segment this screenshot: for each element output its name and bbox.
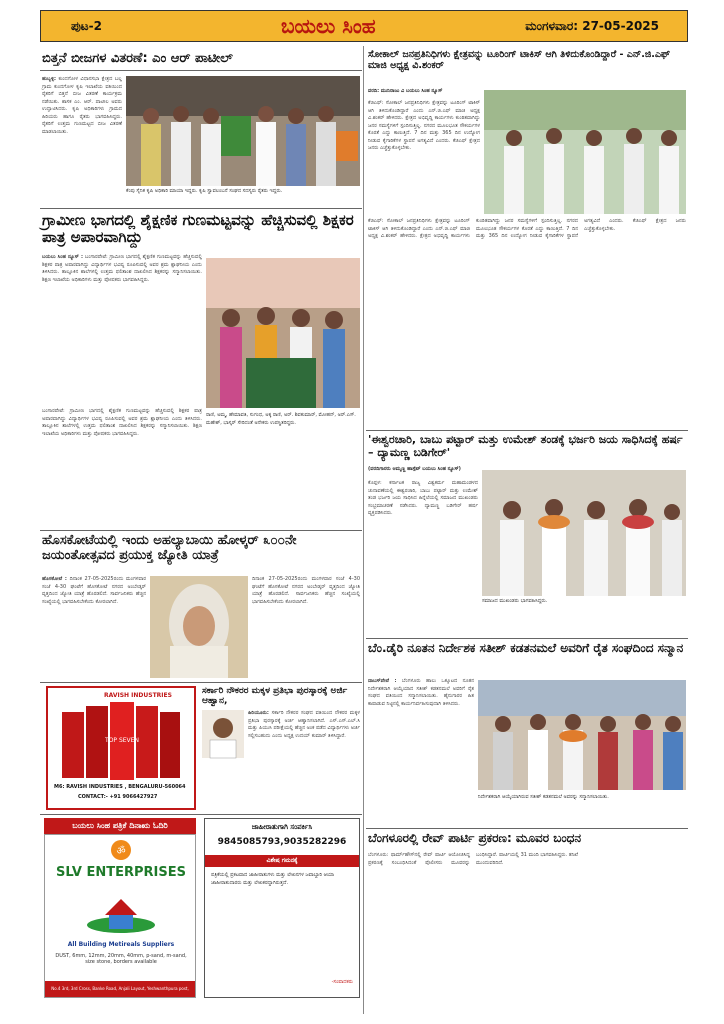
article-body-ngf (368, 100, 480, 216)
article-byline: (ವರದಿಗಾರರು ಅಮ್ಮಣ್ಣ ಹಾಸ್ಪೆಟ್ ಬಯಲು ಸಿಂಹ ನ್ಯೂಸ್) (368, 466, 461, 472)
newspaper-title: ಬಯಲು ಸಿಂಹ (281, 14, 376, 38)
article-text: ಕೊಪ್ಪಳ: ಕರ್ನಾಟಕ ರಾಜ್ಯ ವಿಶ್ವಕರ್ಮ ಮಹಾಮಂಡಳದ ಚುನಾವಣೆಯಲ್ಲಿ ಈಶ್ವರಚಾರಿ, ಬಾಬು ಪಟ್ಟಾರ್ ಮತ್ತು ಉಮೇಶ್ ತಂಡ ಭರ್ಜರಿ ಜಯ ಸಾಧಿಸಿದ ಹಿನ್ನೆಲೆಯಲ್ಲಿ ಸಮಾಜದ ಮುಖಂಡರು ಸಂಭ್ರಮಾಚರಣೆ ನಡೆಸಿದರು. ದ್ಯಾಮಣ್ಣ ಬಡಿಗೇರ್ ಹರ್ಷ ವ್ಯಕ್ತಪಡಿಸಿದರು. (368, 480, 478, 516)
right-column (366, 46, 688, 1014)
ad-contact-title: ಜಾಹೀರಾತುಗಾಗಿ ಸಂಪರ್ಕಿಸಿ (251, 823, 313, 831)
article-text: ದಿನಾಂಕ 27-05-2025ರಂದು ಮಂಗಳವಾರ ಸಂಜೆ 4-30 ಘಂಟೆಗೆ ಹೊಸಕೋಟೆ ನಗರದ ಅಂಬೇಡ್ಕರ್ ವೃತ್ತದಿಂದ ಜ್ಯೋತಿ ಯಾತ್ರೆ ಹೊರಡಲಿದೆ. ಸಾರ್ವಜನಿಕರು ಹೆಚ್ಚಿನ ಸಂಖ್ಯೆಯಲ್ಲಿ ಭಾಗವಹಿಸಬೇಕೆಂದು ಕೋರಲಾಗಿದೆ. (252, 576, 360, 605)
building-icon (85, 885, 157, 935)
svg-text:ॐ: ॐ (116, 846, 126, 857)
ad-product-name: TOP SEVEN (105, 737, 139, 744)
page-number: ಪುಟ-2 (71, 19, 102, 33)
ad-slv-footer: No.4 3rd, 3rd Cross, Banke Road, Anjali Layout, Yeshwanthpura post, Bengaluru-22 (45, 981, 195, 997)
ad-contact-phones: 9845085793,9035282296 (217, 837, 347, 847)
column-divider (363, 46, 364, 1014)
article-text: ದಿನಾಂಕ 27-05-2025ರಂದು ಮಂಗಳವಾರ ಸಂಜೆ 4-30 ಘಂಟೆಗೆ ಹೊಸಕೋಟೆ ನಗರದ ಅಂಬೇಡ್ಕರ್ ವೃತ್ತದಿಂದ ಜ್ಯೋತಿ ಯಾತ್ರೆ ಹೊರಡಲಿದೆ. ಸಾರ್ವಜನಿಕರು ಹೆಚ್ಚಿನ ಸಂಖ್ಯೆಯಲ್ಲಿ ಭಾಗವಹಿಸಬೇಕೆಂದು ಕೋರಲಾಗಿದೆ. (42, 576, 147, 605)
article-headline-vishwakarma: 'ಈಶ್ವರಚಾರಿ, ಬಾಬು ಪಟ್ಟಾರ್ ಮತ್ತು ಉಮೇಶ್ ತಂಡಕ್ಕೆ ಭರ್ಜರಿ ಜಯ ಸಾಧಿಸಿದಕ್ಕೆ ಹರ್ಷ – ದ್ಯಾಮಣ್ಣ ಬಡಿಗೇರ್' (368, 433, 683, 459)
ad-slv-tagline: All Building Metireals Suppliers (67, 941, 175, 948)
ad-contact-box (204, 818, 360, 998)
newspaper-page (40, 10, 688, 1014)
article-text: ಕೆಜಿಎಫ್: ಸೋಕಾಲ್ ಜನಪ್ರತಿನಿಧಿಗಳು ಕ್ಷೇತ್ರವನ್ನು ಟೂರಿಂಗ್ ಟಾಕಿಸ್ ಆಗಿ ತಿಳಿದುಕೊಂಡಿದ್ದಾರೆ ಎಂದು ಎನ್.ಜಿ.ಎಫ್ ಮಾಜಿ ಅಧ್ಯಕ್ಷ ವಿ.ಶಂಕರ್ ಹೇಳಿದರು. ಕ್ಷೇತ್ರದ ಅಭಿವೃದ್ಧಿ ಕಾರ್ಯಗಳು ಕುಂಠಿತವಾಗಿದ್ದು ಜನರ ಸಮಸ್ಯೆಗಳಿಗೆ ಸ್ಪಂದಿಸುತ್ತಿಲ್ಲ. ನಗರದ ಮೂಲಭೂತ ಸೌಕರ್ಯಗಳ ಕೊರತೆ ಎದ್ದು ಕಾಣುತ್ತಿದೆ. 7 ದಿನ ಮತ್ತು 365 ದಿನ ಉದ್ಯೋಗ ನೀಡುವ ಕೈಗಾರಿಕೆಗಳ ಸ್ಥಾಪನೆ ಅಗತ್ಯವಿದೆ ಎಂದರು. ಕೆಜಿಎಫ್ ಕ್ಷೇತ್ರದ ಜನರು ಎಚ್ಚೆತ್ತುಕೊಳ್ಳಬೇಕು. (368, 218, 686, 239)
notice-signature: -ಸಂಪಾದಕರು (331, 979, 353, 985)
ad-slv-body (44, 834, 196, 1007)
divider (40, 208, 362, 209)
article-body-rave-party (368, 852, 686, 1012)
article-body-education (42, 254, 202, 404)
ad-slv-items: DUST, 6mm, 12mm, 20mm, 40mm, p-sand, m-sand, size stone, borders available (55, 953, 187, 965)
article-headline-education: ಗ್ರಾಮೀಣ ಭಾಗದಲ್ಲಿ ಶೈಕ್ಷಣಿಕ ಗುಣಮಟ್ಟವನ್ನು ಹೆಚ್ಚಿಸುವಲ್ಲಿ ಶಿಕ್ಷಕರ ಪಾತ್ರ ಅಪಾರವಾಗಿದ್ದು (42, 211, 354, 247)
ad-ravish-industries (46, 686, 196, 810)
article-text: ಬೆಂಗಳೂರು: ಫಾರ್ಮ್‌ಹೌಸ್‌ನಲ್ಲಿ ರೇವ್ ಪಾರ್ಟಿ ಆಯೋಜಿಸಿದ್ದ ಪ್ರಕರಣಕ್ಕೆ ಸಂಬಂಧಿಸಿದಂತೆ ಪೊಲೀಸರು ಮೂವರನ್ನು ಬಂಧಿಸಿದ್ದಾರೆ. ಪಾರ್ಟಿಯಲ್ಲಿ 31 ಮಂದಿ ಭಾಗವಹಿಸಿದ್ದರು. ತನಿಖೆ ಮುಂದುವರಿದಿದೆ. (368, 852, 578, 866)
article-text: ಕೆಜಿಎಫ್: ಸೋಕಾಲ್ ಜನಪ್ರತಿನಿಧಿಗಳು ಕ್ಷೇತ್ರವನ್ನು ಟೂರಿಂಗ್ ಟಾಕಿಸ್ ಆಗಿ ತಿಳಿದುಕೊಂಡಿದ್ದಾರೆ ಎಂದು ಎನ್.ಜಿ.ಎಫ್ ಮಾಜಿ ಅಧ್ಯಕ್ಷ ವಿ.ಶಂಕರ್ ಹೇಳಿದರು. ಕ್ಷೇತ್ರದ ಅಭಿವೃದ್ಧಿ ಕಾರ್ಯಗಳು ಕುಂಠಿತವಾಗಿದ್ದು ಜನರ ಸಮಸ್ಯೆಗಳಿಗೆ ಸ್ಪಂದಿಸುತ್ತಿಲ್ಲ. ನಗರದ ಮೂಲಭೂತ ಸೌಕರ್ಯಗಳ ಕೊರತೆ ಎದ್ದು ಕಾಣುತ್ತಿದೆ. 7 ದಿನ ಮತ್ತು 365 ದಿನ ಉದ್ಯೋಗ ನೀಡುವ ಕೈಗಾರಿಕೆಗಳ ಸ್ಥಾಪನೆ ಅಗತ್ಯವಿದೆ ಎಂದರು. ಕೆಜಿಎಫ್ ಕ್ಷೇತ್ರದ ಜನರು ಎಚ್ಚೆತ್ತುಕೊಳ್ಳಬೇಕು. (368, 100, 480, 151)
ad-product-packs (58, 702, 184, 780)
article-byline: ಹುಬ್ಬಳ್ಳಿ: (42, 76, 57, 82)
article-body-education-cont (42, 408, 202, 528)
ad-brand: RAVISH INDUSTRIES (104, 692, 172, 699)
article-headline-ngf: ಸೋಕಾಲ್ ಜನಪ್ರತಿನಿಧಿಗಳು ಕ್ಷೇತ್ರವನ್ನು ಟೂರಿಂಗ್ ಟಾಕಿಸ್ ಆಗಿ ತಿಳಿದುಕೊಂಡಿದ್ದಾರೆ - ಎನ್.ಜಿ.ಎಫ್ ಮಾಜಿ ಅಧ್ಯಕ್ಷ ವಿ.ಶಂಕರ್ (368, 49, 671, 71)
article-byline: ಹೊಸಕೋಟೆ : (42, 576, 67, 582)
article-headline-rave-party: ಬೆಂಗಳೂರಲ್ಲಿ ರೇವ್ ಪಾರ್ಟಿ ಪ್ರಕರಣ: ಮೂವರ ಬಂಧನ (368, 831, 582, 845)
article-body-jyoti-yatra (42, 576, 146, 680)
om-icon (95, 839, 147, 861)
divider (40, 682, 362, 683)
article-text: ಕುಂದಗೋಳ ವಿಧಾನಸಭಾ ಕ್ಷೇತ್ರದ ಬಲ್ಲ ಗ್ರಾಮ ಕುಂದಗೋಳ ಕೃಷಿ ಇಲಾಖೆಯ ವತಿಯಿಂದ ರೈತರಿಗೆ ಬಿತ್ತನೆ ಬೀಜ ವಿತರಣೆ ಕಾರ್ಯಕ್ರಮ ನಡೆಯಿತು. ಶಾಸಕ ಎಂ. ಆರ್. ಪಾಟೀಲ ಅವರು ಉದ್ಘಾಟಿಸಿದರು. ಕೃಷಿ ಅಧಿಕಾರಿಗಳು ಗ್ರಾಮದ ಹಿರಿಯರು ಹಾಗೂ ರೈತರು ಭಾಗವಹಿಸಿದ್ದರು. ರೈತರಿಗೆ ಉತ್ತಮ ಗುಣಮಟ್ಟದ ಬೀಜ ವಿತರಣೆ ಮಾಡಲಾಯಿತು. (42, 76, 122, 135)
article-byline: ಹಿರಿಯೂರು: (248, 710, 269, 716)
divider (40, 70, 362, 71)
photo-caption: ರಾಣಿ, ಅಮ್ಮ, ಹೇಮಾವತಿ, ಸುಗಂಧ, ಅಕ್ಕ ರಾಣಿ, ಅರ್. ಶಿವಕುಮಾರ್, ಮೋಹನ್, ಅರ್.ಎಸ್. ಮಹೇಶ್, ಭಾಸ್ಕರ್ ಸೇರಿದಂತೆ ಅನೇಕರು ಉಪಸ್ಥಿತರಿದ್ದರು. (206, 412, 356, 426)
photo-ngf-event (484, 90, 686, 214)
article-body-vishwakarma (368, 480, 478, 636)
photo-dairy-felicitation (478, 680, 686, 790)
article-headline-pratibha: ಸರ್ಕಾರಿ ನೌಕರರ ಮಕ್ಕಳ ಪ್ರತಿಭಾ ಪುರಸ್ಕಾರಕ್ಕೆ ಅರ್ಜಿ ಆಹ್ವಾನ, (202, 686, 348, 707)
notice-title: ವಿಶೇಷ ಗಮನಕ್ಕೆ (205, 855, 359, 867)
photo-caption: ನಿರ್ದೇಶಕರಾಗಿ ಆಯ್ಕೆಯಾಗಿರುವ ಸತೀಶ್ ಕಡತನಮಲೆ ಅವರನ್ನು ಸನ್ಮಾನಿಸಲಾಯಿತು. (478, 794, 609, 800)
article-byline: ವರದಿ: ಮುನಿರಾಜು ವಿ ಬಯಲು ಸಿಂಹ ನ್ಯೂಸ್ (368, 88, 443, 94)
article-text: ಬಂಗಾರಪೇಟೆ: ಗ್ರಾಮೀಣ ಭಾಗದಲ್ಲಿ ಶೈಕ್ಷಣಿಕ ಗುಣಮಟ್ಟವನ್ನು ಹೆಚ್ಚಿಸುವಲ್ಲಿ ಶಿಕ್ಷಕರ ಪಾತ್ರ ಅಪಾರವಾಗಿದ್ದು ವಿದ್ಯಾರ್ಥಿಗಳ ಭವಿಷ್ಯ ರೂಪಿಸುವಲ್ಲಿ ಅವರ ಶ್ರಮ ಶ್ಲಾಘನೀಯ ಎಂದು ತಿಳಿಸಿದರು. ತಾಲ್ಲೂಕಿನ ಶಾಲೆಗಳಲ್ಲಿ ಉತ್ತಮ ಫಲಿತಾಂಶ ದಾಖಲಿಸಿದ ಶಿಕ್ಷಕರನ್ನು ಸನ್ಮಾನಿಸಲಾಯಿತು. ಶಿಕ್ಷಣ ಇಲಾಖೆಯ ಅಧಿಕಾರಿಗಳು ಮತ್ತು ಪೋಷಕರು ಭಾಗವಹಿಸಿದ್ದರು. (42, 408, 202, 437)
article-headline-seed-distribution: ಬಿತ್ತನೆ ಬೀಜಗಳ ವಿತರಣೆ: ಎಂ ಆರ್ ಪಾಟೀಲ್ (42, 51, 233, 66)
photo-seed-distribution (126, 76, 360, 186)
divider (40, 530, 362, 531)
ad-address: M6: RAVISH INDUSTRIES , BENGALURU-560064 (54, 784, 186, 790)
photo-caption: ಕೆಂಪು ಸೈನಿಕ ಕೃಷಿ ಅಧಿಕಾರಿ ಮಾಯಾ ಇದ್ದರು. ಕೃಷಿ ಸ್ವಾವಲಂಬನೆ ಸಂಘದ ಸದಸ್ಯರು ರೈತರು ಇದ್ದರು. (126, 188, 283, 194)
ad-strip: ಬಯಲು ಸಿಂಹ ಪತ್ರಿಕೆ ದಿನಾಋ ಓದಿರಿ (44, 818, 196, 834)
divider (366, 828, 688, 829)
article-body-dairy-director (368, 678, 474, 824)
issue-date: ಮಂಗಳವಾರ: 27-05-2025 (525, 19, 659, 33)
photo-ahilyabai-portrait (150, 576, 248, 678)
ad-contact: CONTACT:- +91 9066427927 (78, 794, 158, 800)
divider (40, 814, 362, 815)
photo-education-event (206, 258, 360, 408)
article-text: ಬಂಗಾರಪೇಟೆ: ಗ್ರಾಮೀಣ ಭಾಗದಲ್ಲಿ ಶೈಕ್ಷಣಿಕ ಗುಣಮಟ್ಟವನ್ನು ಹೆಚ್ಚಿಸುವಲ್ಲಿ ಶಿಕ್ಷಕರ ಪಾತ್ರ ಅಪಾರವಾಗಿದ್ದು ವಿದ್ಯಾರ್ಥಿಗಳ ಭವಿಷ್ಯ ರೂಪಿಸುವಲ್ಲಿ ಅವರ ಶ್ರಮ ಶ್ಲಾಘನೀಯ ಎಂದು ತಿಳಿಸಿದರು. ತಾಲ್ಲೂಕಿನ ಶಾಲೆಗಳಲ್ಲಿ ಉತ್ತಮ ಫಲಿತಾಂಶ ದಾಖಲಿಸಿದ ಶಿಕ್ಷಕರನ್ನು ಸನ್ಮಾನಿಸಲಾಯಿತು. ಶಿಕ್ಷಣ ಇಲಾಖೆಯ ಅಧಿಕಾರಿಗಳು ಮತ್ತು ಪೋಷಕರು ಭಾಗವಹಿಸಿದ್ದರು. (42, 254, 202, 283)
notice-body: ಪತ್ರಿಕೆಯಲ್ಲಿ ಪ್ರಕಟವಾದ ಜಾಹೀರಾತುಗಳು ಮತ್ತು ಲೇಖನಗಳ ಜವಾಬ್ದಾರಿ ಆಯಾ ಜಾಹೀರಾತುದಾರರು ಮತ್ತು ಲೇಖಕರದ್ದಾಗಿರುತ್ತದೆ. (211, 872, 335, 886)
article-body-pratibha (248, 710, 360, 810)
article-body-jyoti-yatra-cont (252, 576, 360, 680)
article-byline: ಬಯಲು ಸಿಂಹ ನ್ಯೂಸ್ : (42, 254, 83, 260)
masthead (40, 10, 688, 42)
article-text: ಬೆಂಗಳೂರು ಹಾಲು ಒಕ್ಕೂಟದ ನೂತನ ನಿರ್ದೇಶಕರಾಗಿ ಆಯ್ಕೆಯಾದ ಸತೀಶ್ ಕಡತನಮಲೆ ಅವರಿಗೆ ರೈತ ಸಂಘದ ವತಿಯಿಂದ ಸನ್ಮಾನಿಸಲಾಯಿತು. ಹೈನುಗಾರರ ಹಿತ ಕಾಪಾಡುವ ನಿಟ್ಟಿನಲ್ಲಿ ಕಾರ್ಯನಿರ್ವಹಿಸುವುದಾಗಿ ತಿಳಿಸಿದರು. (368, 678, 474, 707)
article-body-ngf-cont (368, 218, 686, 428)
article-text: ಸರ್ಕಾರಿ ನೌಕರರ ಸಂಘದ ವತಿಯಿಂದ ನೌಕರರ ಮಕ್ಕಳ ಪ್ರತಿಭಾ ಪುರಸ್ಕಾರಕ್ಕೆ ಅರ್ಜಿ ಆಹ್ವಾನಿಸಲಾಗಿದೆ. ಎಸ್.ಎಸ್.ಎಲ್.ಸಿ ಮತ್ತು ಪಿಯುಸಿ ಪರೀಕ್ಷೆಯಲ್ಲಿ ಹೆಚ್ಚಿನ ಅಂಕ ಪಡೆದ ವಿದ್ಯಾರ್ಥಿಗಳು ಅರ್ಜಿ ಸಲ್ಲಿಸಬಹುದು ಎಂದು ಅಧ್ಯಕ್ಷ ಉದಯ್ ಕುಮಾರ್ ತಿಳಿಸಿದ್ದಾರೆ. (248, 710, 361, 739)
ad-slv-brand: SLV ENTERPRISES (56, 865, 186, 880)
ad-slv-enterprises (44, 818, 196, 1007)
divider (366, 638, 688, 639)
article-body-seed-distribution (42, 76, 122, 206)
left-column (40, 46, 362, 1014)
photo-vishwakarma-felicitation (482, 470, 686, 596)
photo-caption: ಸಮಾಜದ ಮುಖಂಡರು ಭಾಗವಹಿಸಿದ್ದರು. (482, 598, 548, 604)
article-headline-dairy-director: ಬೆಂ.ಡೈರಿ ನೂತನ ನಿರ್ದೇಶಕ ಸತೀಶ್ ಕಡತನಮಲೆ ಅವರಿಗೆ ರೈತ ಸಂಘದಿಂದ ಸನ್ಮಾನ (368, 641, 684, 655)
photo-person (202, 710, 244, 758)
divider (366, 430, 688, 431)
article-headline-jyoti-yatra: ಹೊಸಕೋಟೆಯಲ್ಲಿ ಇಂದು ಅಹಲ್ಯಾಬಾಯಿ ಹೋಳ್ಕರ್ ೩೦೦ನೇ ಜಯಂತೋತ್ಸವದ ಪ್ರಯುಕ್ತ ಜ್ಯೋತಿ ಯಾತ್ರೆ (42, 533, 297, 563)
article-byline: ದಾಬಸ್‌ಪೇಟೆ : (368, 678, 397, 684)
